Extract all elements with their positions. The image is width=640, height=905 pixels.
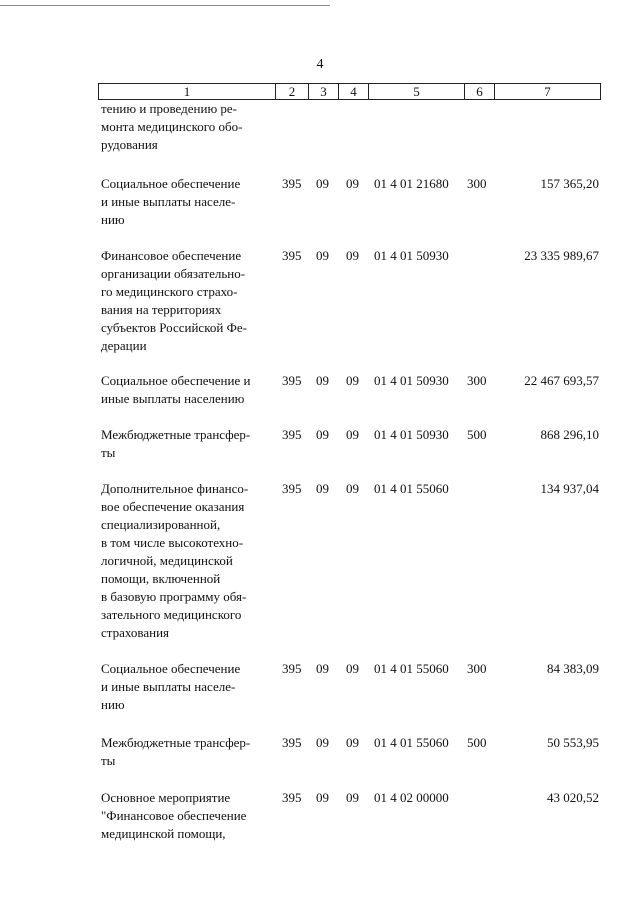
description-line: организации обязательно- [101,266,246,281]
subsection-code: 09 [346,176,359,191]
page-number: 4 [316,57,324,72]
row-description [101,247,271,355]
description-line: и иные выплаты населе- [101,194,236,209]
ministry-code: 395 [282,735,302,750]
section-code: 09 [316,661,329,676]
section-code: 09 [316,248,329,263]
column-header-row [99,84,601,100]
section-code: 09 [316,176,329,191]
target-article-code: 01 4 01 50930 [374,373,449,388]
description-line: Дополнительное финансо- [101,481,249,496]
description-line: дерации [101,338,147,353]
ministry-code: 395 [282,481,302,496]
description-line: помощи, включенной [101,571,221,586]
description-line: нию [101,212,125,227]
section-code: 09 [316,481,329,496]
description-line: специализированной, [101,517,221,532]
description-line: иные выплаты населению [101,391,245,406]
description-line: Финансовое обеспечение [101,248,242,263]
section-code: 09 [316,427,329,442]
column-header-4: 4 [339,84,369,100]
column-header-3: 3 [309,84,339,100]
subsection-code: 09 [346,735,359,750]
description-line: ты [101,753,116,768]
description-line: и иные выплаты населе- [101,679,236,694]
target-article-code: 01 4 01 55060 [374,481,449,496]
subsection-code: 09 [346,790,359,805]
description-line: в базовую программу обя- [101,589,247,604]
subsection-code: 09 [346,481,359,496]
column-header-table [98,83,601,100]
description-line: вания на территориях [101,302,222,317]
description-line: Социальное обеспечение [101,176,241,191]
expense-type-code: 300 [467,176,487,191]
amount: 134 937,04 [540,481,599,496]
target-article-code: 01 4 02 00000 [374,790,449,805]
description-line: медицинской помощи, [101,826,226,841]
row-description [101,100,271,154]
description-line: тению и проведению ре- [101,101,238,116]
column-header-5: 5 [369,84,465,100]
expense-type-code: 300 [467,373,487,388]
description-line: Межбюджетные трансфер- [101,427,251,442]
column-header-6: 6 [465,84,495,100]
section-code: 09 [316,373,329,388]
row-description [101,175,271,229]
row-description [101,660,271,714]
description-line: нию [101,697,125,712]
description-line: страхования [101,625,170,640]
row-description [101,426,271,462]
description-line: вое обеспечение оказания [101,499,245,514]
description-line: ты [101,445,116,460]
description-line: в том числе высокотехно- [101,535,244,550]
target-article-code: 01 4 01 50930 [374,248,449,263]
ministry-code: 395 [282,661,302,676]
column-header-7: 7 [495,84,601,100]
row-description [101,734,271,770]
ministry-code: 395 [282,790,302,805]
section-code: 09 [316,790,329,805]
target-article-code: 01 4 01 55060 [374,661,449,676]
amount: 43 020,52 [547,790,599,805]
description-line: монта медицинского обо- [101,119,243,134]
description-line: "Финансовое обеспечение [101,808,247,823]
amount: 84 383,09 [547,661,599,676]
ministry-code: 395 [282,427,302,442]
expense-type-code: 500 [467,427,487,442]
description-line: логичной, медицинской [101,553,233,568]
ministry-code: 395 [282,373,302,388]
target-article-code: 01 4 01 55060 [374,735,449,750]
amount: 22 467 693,57 [524,373,599,388]
row-description [101,372,271,408]
ministry-code: 395 [282,176,302,191]
description-line: Социальное обеспечение [101,661,241,676]
section-code: 09 [316,735,329,750]
amount: 868 296,10 [540,427,599,442]
subsection-code: 09 [346,427,359,442]
column-header-2: 2 [276,84,309,100]
description-line: субъектов Российской Фе- [101,320,247,335]
subsection-code: 09 [346,661,359,676]
expense-type-code: 300 [467,661,487,676]
row-description [101,789,271,843]
amount: 23 335 989,67 [524,248,599,263]
amount: 50 553,95 [547,735,599,750]
scan-artifact-line [0,5,330,6]
column-header-1: 1 [99,84,276,100]
target-article-code: 01 4 01 50930 [374,427,449,442]
target-article-code: 01 4 01 21680 [374,176,449,191]
expense-type-code: 500 [467,735,487,750]
description-line: Межбюджетные трансфер- [101,735,251,750]
amount: 157 365,20 [540,176,599,191]
description-line: Основное мероприятие [101,790,231,805]
subsection-code: 09 [346,373,359,388]
row-description [101,480,271,642]
ministry-code: 395 [282,248,302,263]
subsection-code: 09 [346,248,359,263]
description-line: рудования [101,137,158,152]
description-line: Социальное обеспечение и [101,373,251,388]
description-line: зательного медицинского [101,607,242,622]
description-line: го медицинского страхо- [101,284,238,299]
